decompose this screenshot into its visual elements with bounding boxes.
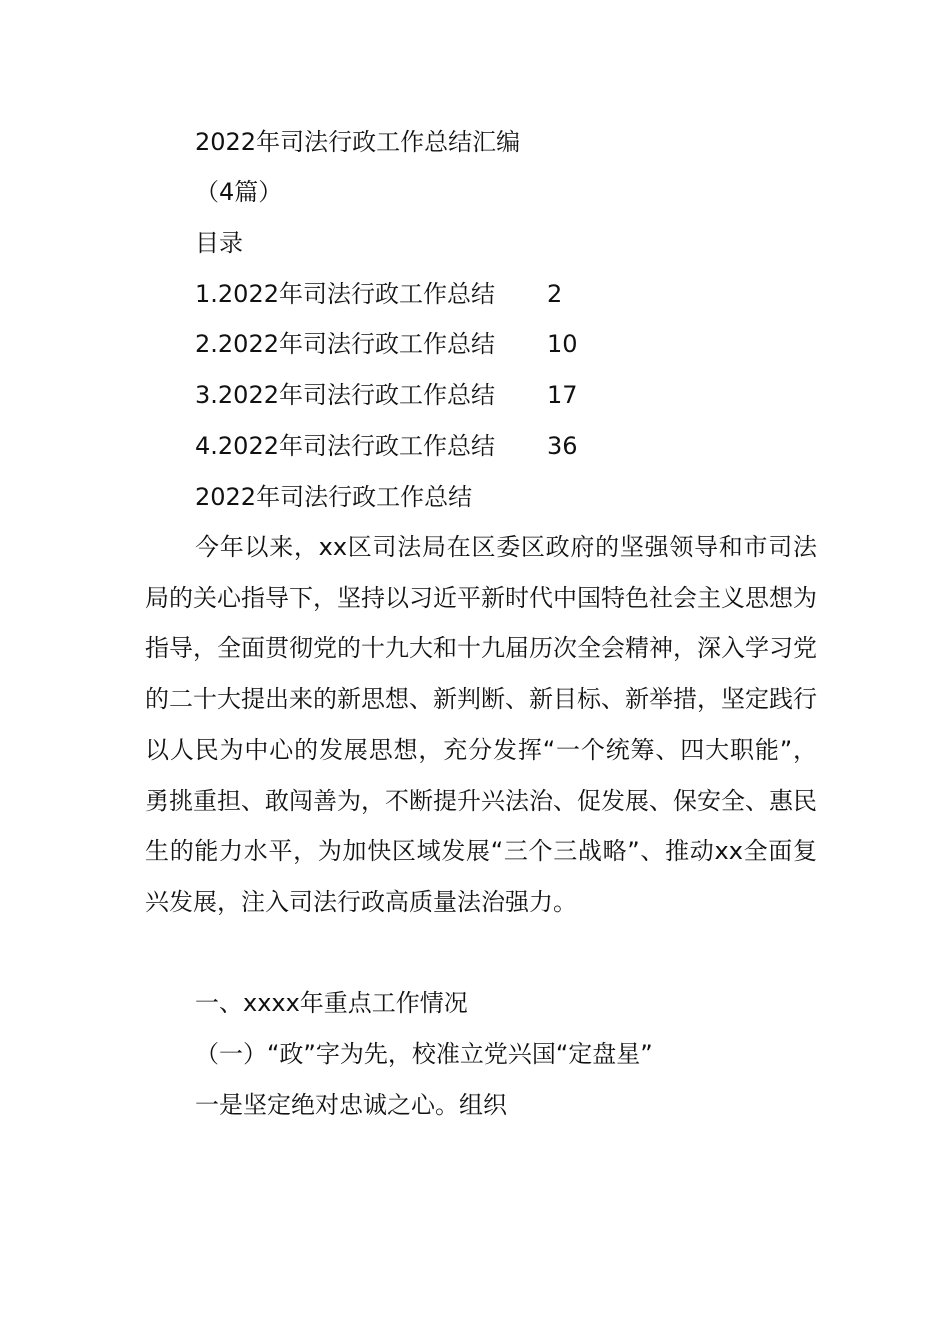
toc-entry-title: 3.2022年司法行政工作总结 <box>195 381 495 409</box>
toc-entry[interactable] <box>195 279 562 309</box>
document-title: 2022年司法行政工作总结汇编 <box>195 128 521 156</box>
document-count-note: （4篇） <box>195 178 283 206</box>
toc-heading: 目录 <box>195 229 243 257</box>
toc-entry-title: 1.2022年司法行政工作总结 <box>195 280 495 308</box>
subsection-heading: （一）“政”字为先，校准立党兴国“定盘星” <box>195 1040 653 1068</box>
toc-entry-page: 10 <box>547 330 578 358</box>
toc-entry-page: 17 <box>547 381 578 409</box>
body-line: 一是坚定绝对忠诚之心。组织 <box>195 1091 507 1119</box>
toc-entry[interactable] <box>195 380 578 410</box>
toc-entry-page: 36 <box>547 432 578 460</box>
toc-entry[interactable] <box>195 329 578 359</box>
toc-entry-title: 2.2022年司法行政工作总结 <box>195 330 495 358</box>
toc-entry-title: 4.2022年司法行政工作总结 <box>195 432 495 460</box>
section-heading: 一、xxxx年重点工作情况 <box>195 989 468 1017</box>
intro-paragraph: 今年以来，xx区司法局在区委区政府的坚强领导和市司法局的关心指导下，坚持以习近平新时代中国特色社会主义思想为指导，全面贯彻党的十九大和十九届历次全会精神，深入学习党的二十大提出来的新思想、新判断、新目标、新举措，坚定践行以人民为中心的发展思想，充分发挥“一个统筹、四大职能”，勇挑重担、敢闯善为，不断提升兴法治、促发展、保安全、惠民生的能力水平，为加快区域发展“三个三战略”、推动xx全面复兴发展，注入司法行政高质量法治强力。 <box>145 533 817 916</box>
article-title: 2022年司法行政工作总结 <box>195 483 473 511</box>
toc-entry-page: 2 <box>547 280 563 308</box>
toc-entry[interactable] <box>195 431 578 461</box>
